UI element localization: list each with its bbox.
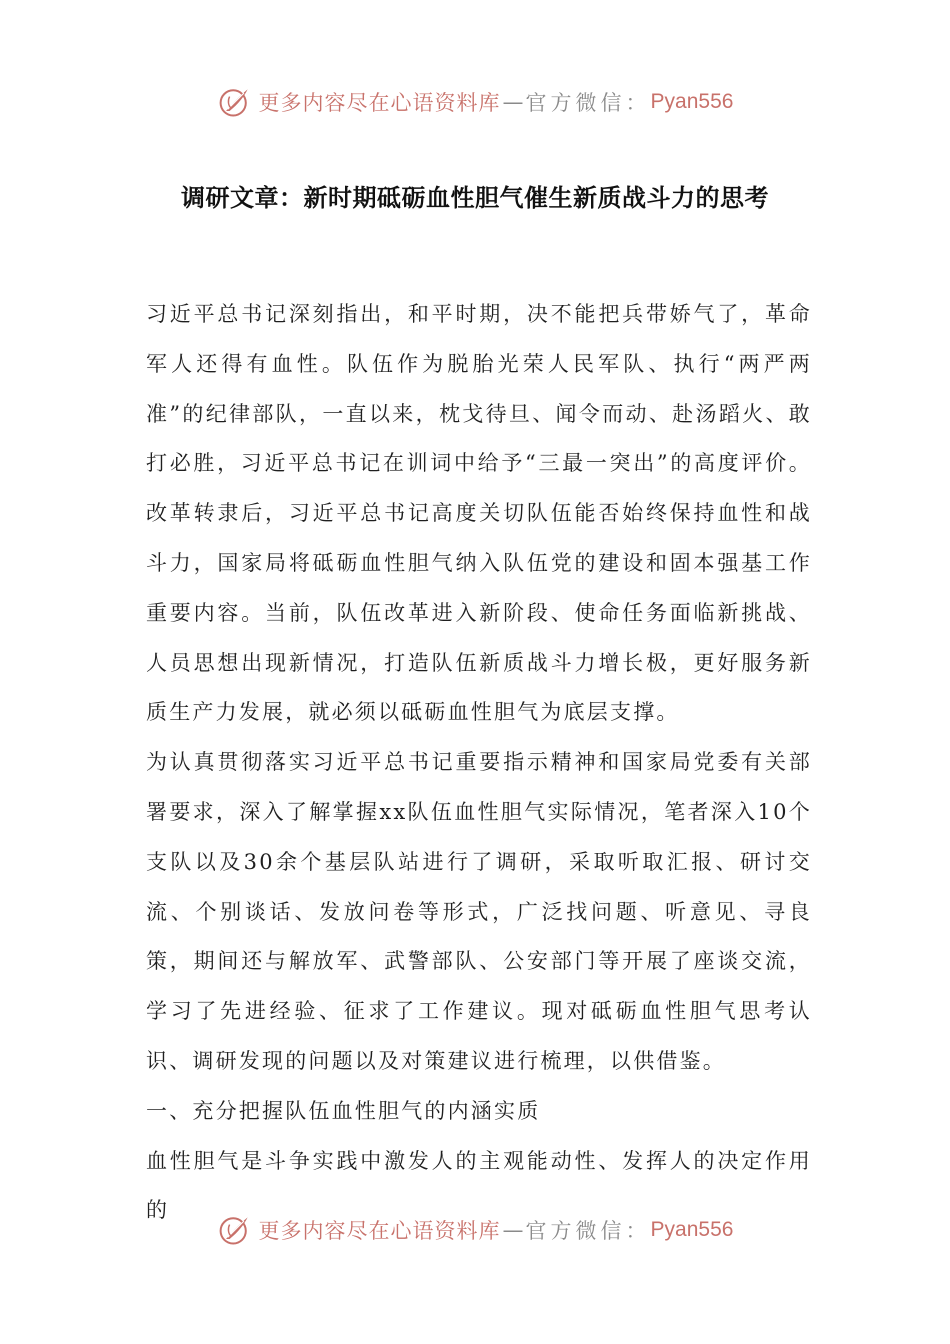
section-heading-1: 一、充分把握队伍血性胆气的内涵实质	[146, 1098, 541, 1123]
quill-logo-icon	[217, 84, 253, 120]
watermark-separator: —	[502, 90, 524, 114]
watermark-wechat-label: 官方微信：	[525, 1219, 651, 1243]
watermark-text: 更多内容尽在心语资料库	[258, 1219, 501, 1243]
watermark-separator: —	[502, 1218, 524, 1242]
watermark-wechat-id: Pyan556	[650, 1218, 734, 1241]
quill-logo-icon	[217, 1212, 253, 1248]
paragraph-research: 为认真贯彻落实习近平总书记重要指示精神和国家局党委有关部署要求，深入了解掌握xx队伍血性胆气实际情况，笔者深入10个支队以及30余个基层队站进行了调研，采取听取汇报、研讨交流、个别谈话、发放问卷等形式，广泛找问题、听意见、寻良策，期间还与解放军、武警部队、公安部门等开展了座谈交流，学习了先进经验、征求了工作建议。现对砥砺血性胆气思考认识、调研发现的问题以及对策建议进行梳理，以供借鉴。	[146, 750, 812, 1073]
watermark-banner-top	[0, 80, 950, 124]
watermark-wechat-id: Pyan556	[650, 90, 734, 113]
watermark-wechat-label: 官方微信：	[525, 91, 651, 115]
document-body	[146, 290, 812, 1236]
paragraph-intro: 习近平总书记深刻指出，和平时期，决不能把兵带娇气了，革命军人还得有血性。队伍作为脱胎光荣人民军队、执行“两严两准”的纪律部队，一直以来，枕戈待旦、闻令而动、赴汤蹈火、敢打必胜，习近平总书记在训词中给予“三最一突出”的高度评价。改革转隶后，习近平总书记高度关切队伍能否始终保持血性和战斗力，国家局将砥砺血性胆气纳入队伍党的建设和固本强基工作重要内容。当前，队伍改革进入新阶段、使命任务面临新挑战、人员思想出现新情况，打造队伍新质战斗力增长极，更好服务新质生产力发展，就必须以砥砺血性胆气为底层支撑。	[146, 302, 812, 725]
watermark-banner-bottom	[0, 1208, 950, 1252]
paragraph-section-1: 血性胆气是斗争实践中激发人的主观能动性、发挥人的决定作用的	[146, 1148, 812, 1223]
document-title: 调研文章：新时期砥砺血性胆气催生新质战斗力的思考	[181, 184, 769, 212]
watermark-text: 更多内容尽在心语资料库	[258, 91, 501, 115]
